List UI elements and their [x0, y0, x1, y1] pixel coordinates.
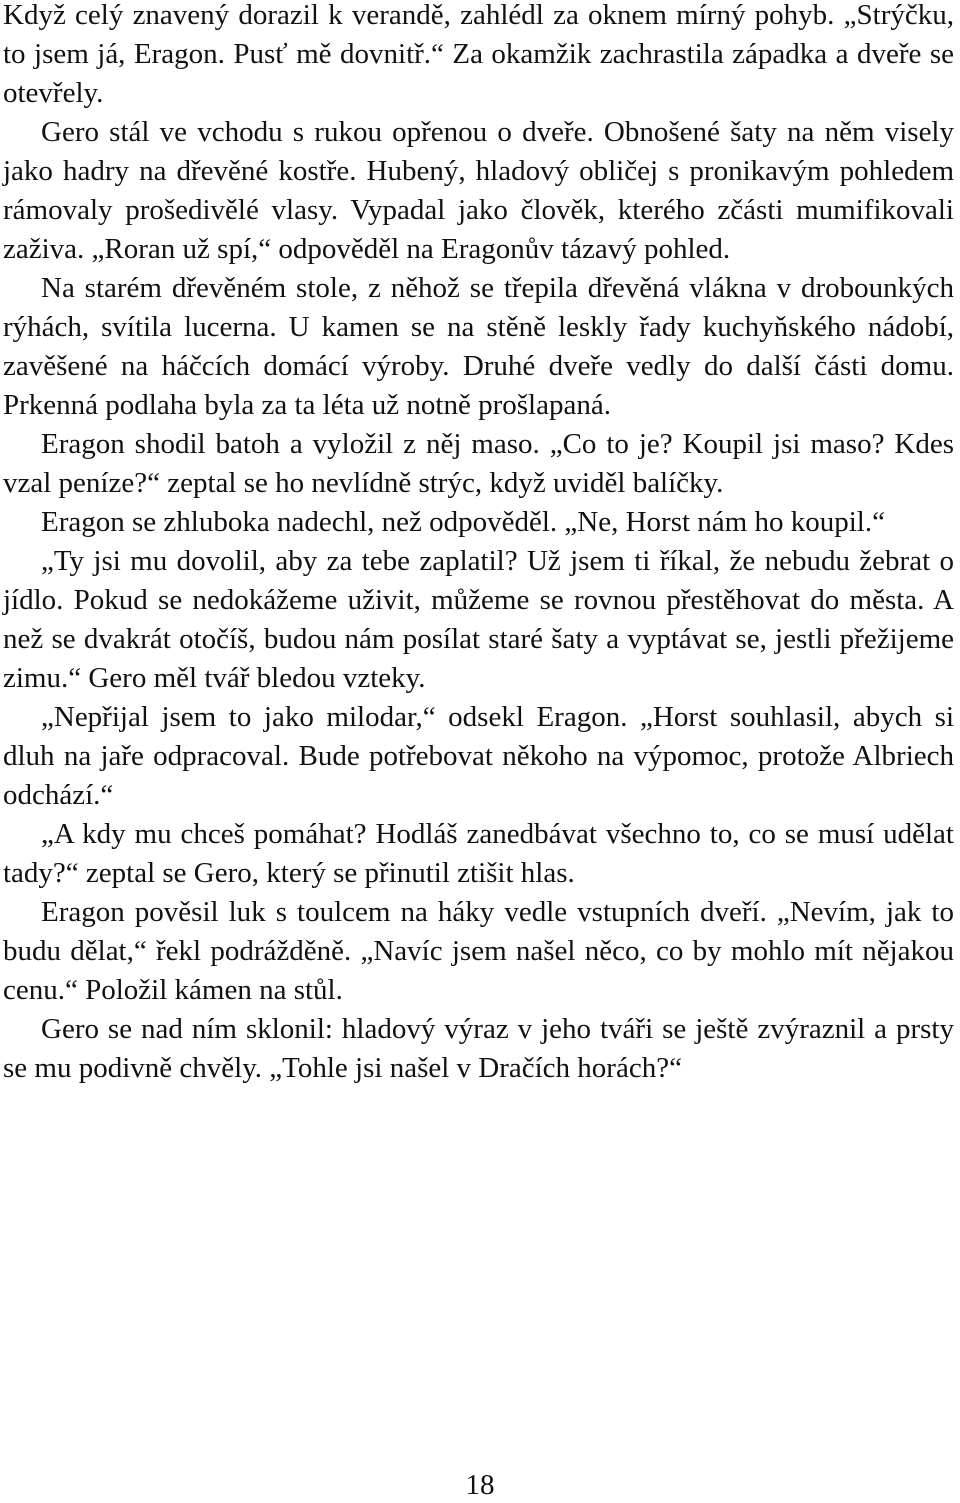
- paragraph: Eragon se zhluboka nadechl, než odpověděl. „Ne, Horst nám ho koupil.“: [41, 506, 885, 538]
- paragraph: Když celý znavený dorazil k verandě, zahlédl za oknem mírný pohyb. „Strýčku, to jsem já, Eragon. Pusť mě dovnitř.“ Za okamžik zachrastila západka a dveře se otevřely.: [3, 0, 954, 109]
- paragraph: „Ty jsi mu dovolil, aby za tebe zaplatil? Už jsem ti říkal, že nebudu žebrat o jídlo. Pokud se nedokážeme uživit, můžeme se rovnou přestěhovat do města. A než se dvakrát otočíš, budou nám posílat staré šaty a vyptávat se, jestli přežijeme zimu.“ Gero měl tvář bledou vzteky.: [3, 545, 954, 694]
- paragraph: „A kdy mu chceš pomáhat? Hodláš zanedbávat všechno to, co se musí udělat tady?“ zeptal se Gero, který se přinutil ztišit hlas.: [3, 818, 954, 889]
- paragraph: Eragon shodil batoh a vyložil z něj maso. „Co to je? Koupil jsi maso? Kdes vzal peníze?“ zeptal se ho nevlídně strýc, když uviděl balíčky.: [3, 428, 954, 499]
- body-text: [3, 0, 954, 1088]
- paragraph: Gero stál ve vchodu s rukou opřenou o dveře. Obnošené šaty na něm visely jako hadry na dřevěné kostře. Hubený, hladový obličej s pronikavým pohledem rámovaly prošedivělé vlasy. Vypadal jako člověk, kterého zčásti mumifikovali zaživa. „Roran už spí,“ odpověděl na Eragonův tázavý pohled.: [3, 116, 954, 265]
- paragraph: Gero se nad ním sklonil: hladový výraz v jeho tváři se ještě zvýraznil a prsty se mu podivně chvěly. „Tohle jsi našel v Dračích horách?“: [3, 1013, 954, 1084]
- paragraph: Na starém dřevěném stole, z něhož se třepila dřevěná vlákna v drobounkých rýhách, svítila lucerna. U kamen se na stěně leskly řady kuchyňského nádobí, zavěšené na háčcích domácí výroby. Druhé dveře vedly do další části domu. Prkenná podlaha byla za ta léta už notně prošlapaná.: [3, 272, 954, 421]
- page-number: 18: [465, 1469, 495, 1501]
- paragraph: Eragon pověsil luk s toulcem na háky vedle vstupních dveří. „Nevím, jak to budu dělat,“ řekl podrážděně. „Navíc jsem našel něco, co by mohlo mít nějakou cenu.“ Položil kámen na stůl.: [3, 896, 954, 1006]
- paragraph: „Nepřijal jsem to jako milodar,“ odsekl Eragon. „Horst souhlasil, abych si dluh na jaře odpracoval. Bude potřebovat někoho na výpomoc, protože Albriech odchází.“: [3, 701, 954, 811]
